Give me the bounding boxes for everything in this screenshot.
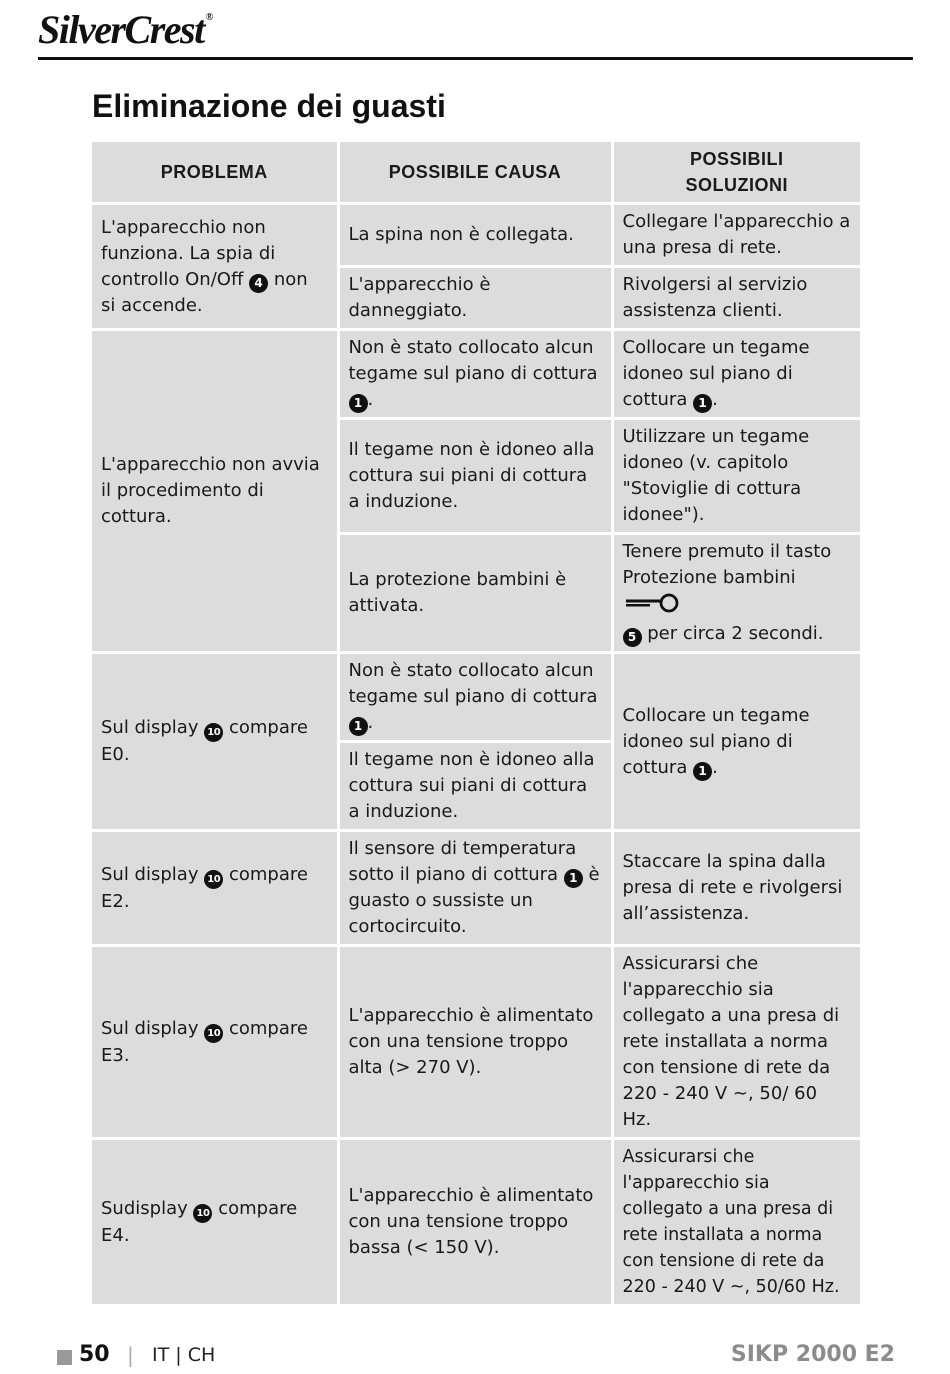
cause-cell: La protezione bambini è attivata. xyxy=(338,534,612,653)
header-solutions: POSSIBILI SOLUZIONI xyxy=(612,142,860,204)
problem-cell: Sul display 10 compare E3. xyxy=(92,946,338,1139)
model-number: SIKP 2000 E2 xyxy=(730,1342,895,1367)
brand-logo xyxy=(38,6,212,53)
cause-cell: Non è stato collocato alcun tegame sul piano di cottura 1 . xyxy=(338,330,612,419)
ref-number-badge: 1 xyxy=(693,394,712,413)
cause-cell: Non è stato collocato alcun tegame sul piano di cottura 1 . xyxy=(338,653,612,742)
cause-cell: Il tegame non è idoneo alla cottura sui piani di cottura a induzione. xyxy=(338,742,612,831)
cause-cell: Il tegame non è idoneo alla cottura sui piani di cottura a induzione. xyxy=(338,419,612,534)
cause-cell: L'apparecchio è alimentato con una tensione troppo bassa (< 150 V). xyxy=(338,1139,612,1305)
child-lock-key-icon xyxy=(626,593,680,621)
cause-cell: La spina non è collegata. xyxy=(338,204,612,267)
table-row xyxy=(92,1139,860,1305)
language-code: IT | CH xyxy=(152,1344,216,1366)
problem-cell: Sul display 10 compare E2. xyxy=(92,831,338,946)
problem-cell: L'apparecchio non avvia il procedimento di cottura. xyxy=(92,330,338,653)
table-row xyxy=(92,831,860,946)
solution-cell: Collocare un tegame idoneo sul piano di cottura 1 . xyxy=(612,330,860,419)
solution-cell: Collocare un tegame idoneo sul piano di cottura 1 . xyxy=(612,653,860,831)
problem-cell: Sul display 10 compare E0. xyxy=(92,653,338,831)
brand-name: SilverCrest xyxy=(38,7,204,52)
table-row xyxy=(92,653,860,742)
ref-number-badge: 1 xyxy=(564,869,583,888)
ref-number-badge: 1 xyxy=(349,394,368,413)
solution-cell: Staccare la spina dalla presa di rete e rivolgersi all’assistenza. xyxy=(612,831,860,946)
ref-number-badge: 10 xyxy=(204,870,223,889)
table-row xyxy=(92,204,860,267)
solution-cell: Collegare l'apparecchio a una presa di rete. xyxy=(612,204,860,267)
troubleshooting-table xyxy=(92,142,860,1304)
ref-number-badge: 1 xyxy=(349,717,368,736)
ref-number-badge: 4 xyxy=(249,274,268,293)
table-row xyxy=(92,330,860,419)
footer-separator: | xyxy=(127,1343,134,1367)
problem-cell: L'apparecchio non funziona. La spia di controllo On/Off 4 non si accende. xyxy=(92,204,338,330)
header-problem: PROBLEMA xyxy=(92,142,338,204)
ref-number-badge: 10 xyxy=(193,1204,212,1223)
footer-square-marker xyxy=(57,1350,72,1365)
solution-cell: Rivolgersi al servizio assistenza clienti. xyxy=(612,267,860,330)
solution-cell: Assicurarsi che l'apparecchio sia collegato a una presa di rete installata a norma con tensione di rete da 220 - 240 V ~, 50/60 Hz. xyxy=(612,1139,860,1305)
problem-cell: Sudisplay 10 compare E4. xyxy=(92,1139,338,1305)
ref-number-badge: 10 xyxy=(204,1024,223,1043)
ref-number-badge: 10 xyxy=(204,723,223,742)
header-cause: POSSIBILE CAUSA xyxy=(338,142,612,204)
registered-mark: ® xyxy=(205,12,212,23)
page-footer xyxy=(0,1342,950,1372)
ref-number-badge: 1 xyxy=(693,762,712,781)
cause-cell: L'apparecchio è alimentato con una tensione troppo alta (> 270 V). xyxy=(338,946,612,1139)
cause-cell: Il sensore di temperatura sotto il piano di cottura 1 è guasto o sussiste un cortocircuito. xyxy=(338,831,612,946)
solution-cell: Utilizzare un tegame idoneo (v. capitolo "Stoviglie di cottura idonee"). xyxy=(612,419,860,534)
table-row xyxy=(92,946,860,1139)
page-number: 50 xyxy=(79,1342,110,1367)
solution-cell: Assicurarsi che l'apparecchio sia collegato a una presa di rete installata a norma con tensione di rete da 220 - 240 V ~, 50/ 60 Hz. xyxy=(612,946,860,1139)
table-header-row xyxy=(92,142,860,204)
page-title: Eliminazione dei guasti xyxy=(92,88,446,124)
header-rule xyxy=(38,57,913,60)
cause-cell: L'apparecchio è danneggiato. xyxy=(338,267,612,330)
solution-cell: Tenere premuto il tasto Protezione bambini 5 per circa 2 secondi. xyxy=(612,534,860,653)
ref-number-badge: 5 xyxy=(623,628,642,647)
